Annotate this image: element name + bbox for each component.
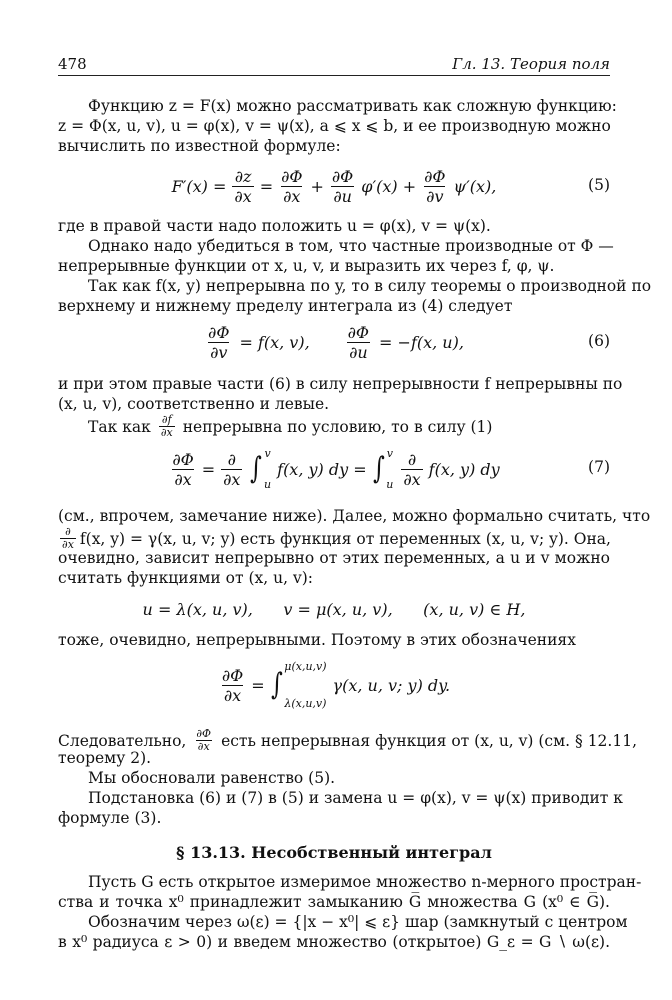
text-fragment: есть непрерывная функция от (x, u, v) (см. § 12.11, (221, 731, 637, 750)
numerator: ∂ (65, 525, 71, 538)
numerator: ∂z (234, 166, 252, 186)
fraction (159, 414, 175, 439)
upper-limit: μ(x,u,v) (284, 660, 327, 673)
denominator: ∂x (234, 186, 252, 206)
eq-term: f(x, y) dy = (277, 459, 367, 479)
text-line: очевидно, зависит непрерывно от этих переменных, а u и v можно (58, 549, 610, 567)
text-fragment: непрерывна по условию, то в силу (1) (182, 417, 493, 436)
eq-term: φ′(x) + (361, 176, 417, 196)
denominator: ∂u (333, 186, 352, 206)
denominator: ∂v (210, 342, 228, 362)
fraction (221, 450, 242, 489)
integral-sign: ∫ (372, 451, 385, 486)
lower-limit: λ(x,u,v) (284, 697, 327, 710)
eq-term: γ(x, u, v; y) dy. (332, 675, 451, 695)
text-fragment: Так как (88, 417, 151, 436)
text-line: непрерывные функции от x, u, v, и выразить их через f, φ, ψ. (58, 257, 555, 275)
denominator: ∂x (174, 469, 192, 489)
running-header (58, 55, 610, 77)
text-line: тоже, очевидно, непрерывными. Поэтому в этих обозначениях (58, 631, 576, 649)
denominator: ∂x (223, 685, 242, 705)
denominator: ∂x (160, 426, 173, 439)
denominator: ∂v (426, 186, 444, 206)
lower-limit: u (386, 478, 394, 491)
equation-7 (58, 442, 610, 496)
section-heading: § 13.13. Несобственный интеграл (176, 843, 492, 862)
eq-term: f(x, y) dy (428, 459, 500, 479)
denominator: ∂x (403, 469, 421, 489)
numerator: ∂ (407, 449, 417, 469)
text-line: Мы обосновали равенство (5). (88, 769, 336, 787)
numerator: ∂Φ (196, 727, 212, 740)
numerator: ∂Φ (221, 665, 244, 685)
equation-6 (58, 320, 610, 364)
text-line: (см., впрочем, замечание ниже). Далее, можно формально считать, что (58, 507, 651, 525)
denominator: ∂x (223, 469, 241, 489)
integral-sign: ∫ (270, 667, 283, 702)
eq-term: u = λ(x, u, v), v = μ(x, u, v), (x, u, v) ∈ H, (142, 599, 526, 619)
integral-sign: ∫ (250, 451, 263, 486)
header-rule (58, 75, 610, 76)
integral-limits (264, 447, 271, 491)
fraction (170, 450, 195, 489)
denominator: ∂x (197, 740, 210, 753)
numerator: ∂ (227, 449, 236, 469)
equation-number: (7) (588, 458, 610, 476)
text-line: верхнему и нижнему пределу интеграла из (4) следует (58, 297, 513, 315)
text-line: Подстановка (6) и (7) в (5) и замена u = φ(x), v = ψ(x) приводит к (88, 789, 623, 807)
eq-term: = −f(x, u), (379, 332, 464, 352)
numerator: ∂Φ (281, 166, 303, 186)
fraction (401, 450, 422, 489)
fraction (220, 666, 245, 705)
text-line: Так как f(x, y) непрерывна по y, то в силу теоремы о производной по (88, 277, 652, 295)
text-line: теорему 2). (58, 749, 152, 767)
text-line: в x⁰ радиуса ε > 0) и введем множество (открытое) G_ε = G ∖ ω(ε). (58, 933, 610, 951)
equation-9 (58, 658, 610, 712)
eq-term: = (251, 675, 265, 695)
fraction (422, 167, 447, 206)
text-line (88, 414, 610, 439)
equation-number: (5) (588, 176, 610, 194)
lower-limit: u (264, 478, 272, 491)
fraction (206, 323, 231, 362)
fraction (346, 323, 371, 362)
text-fragment: f(x, y) = γ(x, u, v; y) есть функция от переменных (x, u, v; y). Она, (79, 529, 611, 548)
integral-limits (386, 447, 393, 491)
text-fragment: Следовательно, (58, 731, 187, 750)
text-line: и при этом правые части (6) в силу непрерывности f непрерывны по (58, 375, 623, 393)
text-line: Функцию z = F(x) можно рассматривать как сложную функцию: (88, 97, 617, 115)
page-number: 478 (58, 55, 87, 73)
eq-term: = f(x, v), (239, 332, 310, 352)
denominator: ∂x (283, 186, 301, 206)
eq-term: F′(x) = (171, 176, 227, 196)
fraction (232, 167, 253, 206)
equation-number: (6) (588, 332, 610, 350)
text-line: ства и точка x⁰ принадлежит замыканию G̅ множества G (x⁰ ∈ G̅). (58, 893, 610, 911)
running-title: Гл. 13. Теория поля (452, 55, 610, 73)
denominator: ∂u (349, 342, 368, 362)
upper-limit: v (264, 447, 271, 460)
numerator: ∂Φ (208, 322, 230, 342)
text-line: Пусть G есть открытое измеримое множество n-мерного простран- (88, 873, 642, 891)
text-line: где в правой части надо положить u = φ(x), v = ψ(x). (58, 217, 491, 235)
numerator: ∂Φ (172, 449, 194, 469)
upper-limit: v (386, 447, 393, 460)
integral-limits (284, 660, 326, 710)
text-line: формуле (3). (58, 809, 162, 827)
text-line: (x, u, v), соответственно и левые. (58, 395, 330, 413)
denominator: ∂x (62, 538, 74, 551)
fraction (279, 167, 304, 206)
text-line: Однако надо убедиться в том, что частные производные от Φ — (88, 237, 614, 255)
text-line: вычислить по известной формуле: (58, 137, 341, 155)
eq-term: = (201, 459, 216, 479)
numerator: ∂Φ (331, 166, 354, 186)
equation-8 (58, 598, 610, 620)
text-line: Обозначим через ω(ε) = {|x − x⁰| ⩽ ε} шар (замкнутый с центром (88, 913, 628, 931)
numerator: ∂Φ (347, 322, 370, 342)
text-line: z = Φ(x, u, v), u = φ(x), v = ψ(x), a ⩽ x ⩽ b, и ее производную можно (58, 117, 611, 135)
eq-term: ψ′(x), (453, 176, 497, 196)
fraction (330, 167, 355, 206)
text-line: считать функциями от (x, u, v): (58, 569, 314, 587)
numerator: ∂Φ (424, 166, 446, 186)
equation-5: F′(x) = $\frac{\partial z}{\partial x}$ = $\frac{\partial\Phi}{\partial x}$ + $\frac{\partial\Phi}{\partial u}$ φ′(x) + $\frac{\partial\Phi}{\partial v}$ ψ′(x), (5) (171, 166, 610, 206)
numerator: ∂f (161, 413, 172, 426)
eq-term: + (310, 176, 324, 196)
